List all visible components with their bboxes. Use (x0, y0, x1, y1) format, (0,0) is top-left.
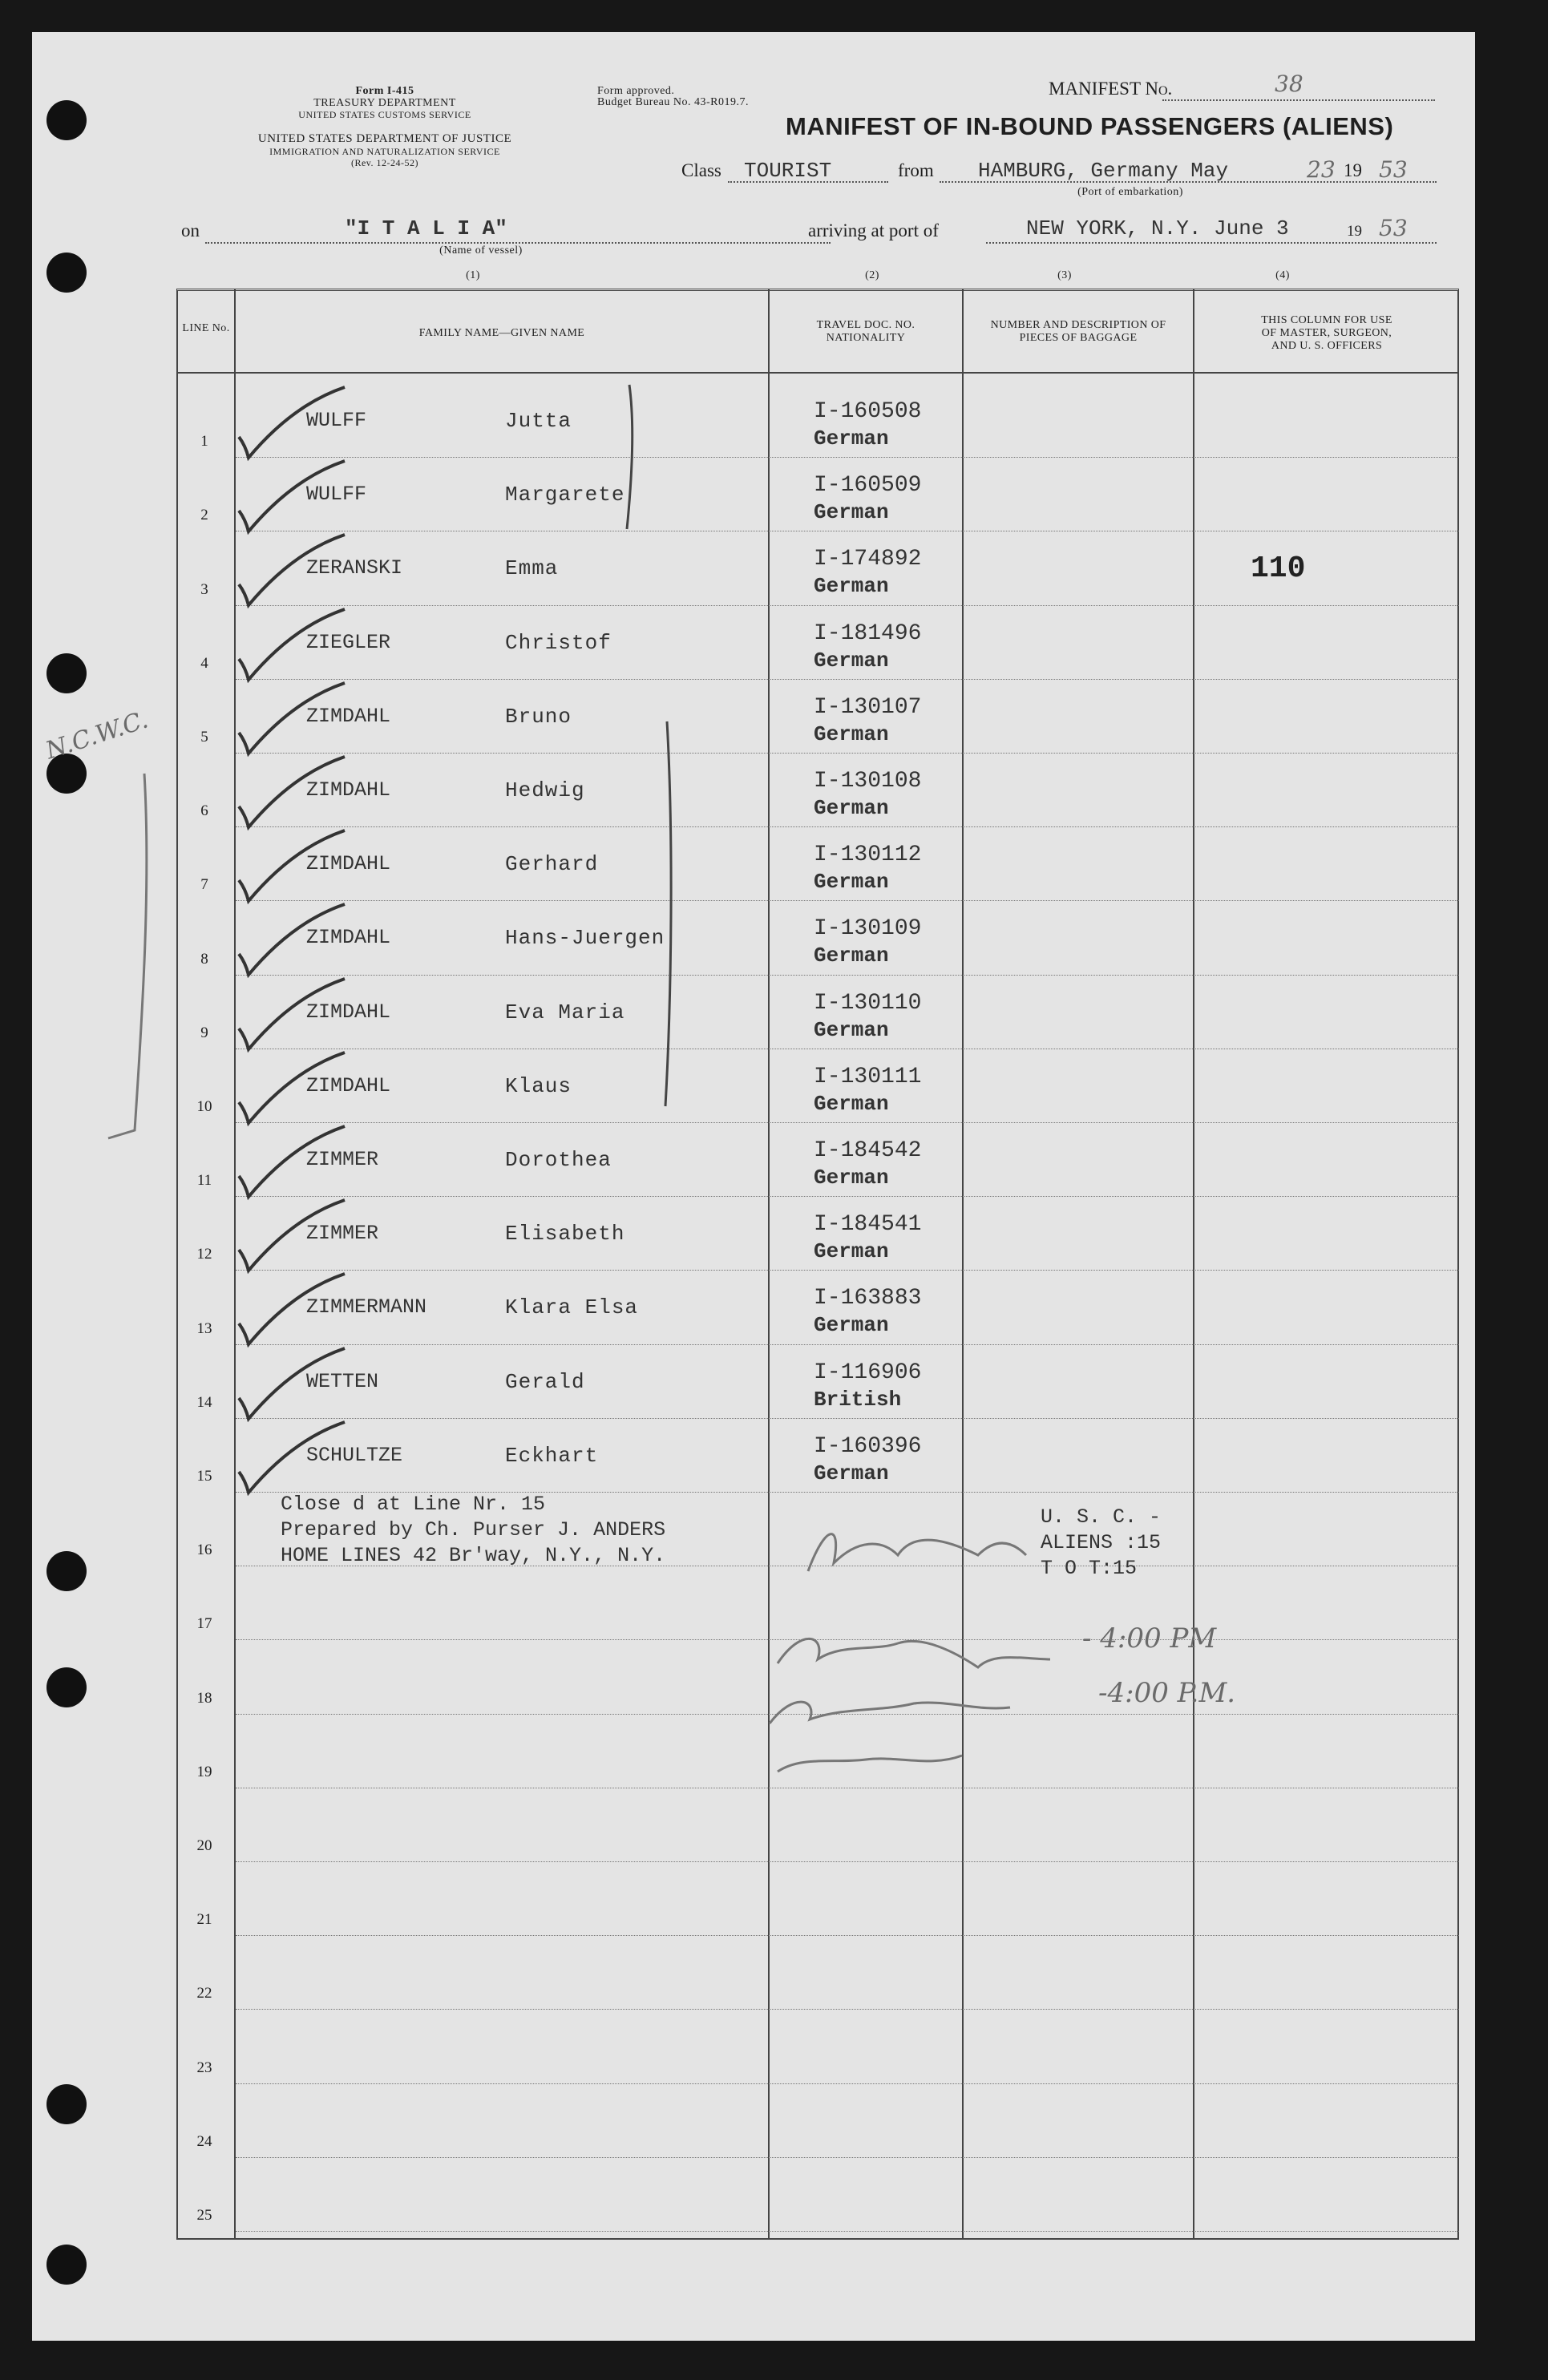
table-row (176, 1567, 1467, 1641)
table-row (176, 754, 1467, 828)
travel-doc-number: I-160396 (814, 1433, 922, 1459)
form-approved: Form approved. (597, 85, 675, 97)
table-row (176, 1863, 1467, 1937)
revision-date: (Rev. 12-24-52) (350, 157, 419, 168)
vessel-line (205, 242, 831, 244)
given-name: Christof (505, 630, 612, 655)
row-rule (236, 1344, 1459, 1345)
table-row (176, 1420, 1467, 1493)
nationality: German (814, 426, 889, 451)
binder-hole (46, 1667, 87, 1707)
nationality: German (814, 500, 889, 525)
family-name: ZIMMER (306, 1148, 379, 1171)
row-rule (236, 2083, 1459, 2084)
manifest-no-label: MANIFEST No. (1049, 79, 1173, 99)
embarkation-port: HAMBURG, Germany May (978, 159, 1229, 183)
nationality: German (814, 1091, 889, 1116)
nationality: German (814, 1239, 889, 1264)
row-rule (236, 1196, 1459, 1197)
line-number: 17 (196, 1615, 212, 1633)
binder-hole (46, 653, 87, 693)
given-name: Dorothea (505, 1148, 612, 1172)
travel-doc-number: I-130111 (814, 1064, 922, 1089)
manifest-sheet (32, 32, 1475, 2341)
table-row (176, 681, 1467, 754)
family-name: ZIMDAHL (306, 704, 391, 728)
nationality: German (814, 1017, 889, 1042)
line-number: 10 (196, 1097, 212, 1115)
line-number: 6 (200, 802, 208, 820)
arrival-port: NEW YORK, N.Y. June 3 (1026, 216, 1289, 240)
given-name: Elisabeth (505, 1222, 625, 1247)
travel-doc-number: I-184542 (814, 1138, 922, 1163)
line-number: 21 (196, 1911, 212, 1929)
line-number: 9 (200, 1024, 208, 1041)
row-rule (236, 2231, 1459, 2232)
col-head-officers-2: OF MASTER, SURGEON, (1261, 327, 1392, 339)
row-rule (236, 826, 1459, 827)
given-name: Gerhard (505, 852, 599, 877)
family-name: ZIMDAHL (306, 852, 391, 876)
table-row (176, 1124, 1467, 1198)
line-number: 11 (196, 1172, 212, 1190)
table-row (176, 532, 1467, 606)
line-number: 2 (200, 507, 208, 524)
line-number: 24 (196, 2132, 212, 2150)
line-number: 5 (200, 728, 208, 746)
row-rule (236, 975, 1459, 976)
vessel-name: "I T A L I A" (345, 216, 507, 240)
travel-doc-number: I-160509 (814, 473, 922, 499)
arrival-year-prefix: 19 (1347, 223, 1362, 240)
column-number-3: (3) (1057, 269, 1072, 281)
travel-doc-number: I-174892 (814, 547, 922, 572)
family-name: ZERANSKI (306, 556, 403, 580)
family-name: WETTEN (306, 1369, 379, 1393)
row-rule (236, 1639, 1459, 1640)
line-number: 25 (196, 2206, 212, 2224)
arrival-year: 53 (1379, 215, 1408, 241)
on-label: on (181, 220, 200, 240)
manifest-no-line (1162, 99, 1435, 101)
table-row (176, 828, 1467, 902)
embark-caption: (Port of embarkation) (1077, 186, 1183, 198)
ins-service: IMMIGRATION AND NATURALIZATION SERVICE (269, 146, 500, 157)
row-rule (236, 753, 1459, 754)
nationality: German (814, 721, 889, 746)
line-number: 7 (200, 876, 208, 894)
table-row (176, 1641, 1467, 1715)
family-name: ZIMDAHL (306, 1073, 391, 1097)
nationality: British (814, 1387, 902, 1412)
row-rule (236, 605, 1459, 606)
table-row (176, 1271, 1467, 1345)
given-name: Klaus (505, 1073, 572, 1098)
total-count: T O T:15 (1041, 1557, 1138, 1580)
officer-note: 110 (1251, 552, 1306, 587)
class-label: Class (681, 160, 721, 180)
table-row (176, 976, 1467, 1050)
given-name: Gerald (505, 1369, 585, 1394)
line-number: 4 (200, 654, 208, 672)
table-row (176, 2085, 1467, 2159)
family-name: ZIMDAHL (306, 926, 391, 950)
row-rule (236, 1270, 1459, 1271)
line-number: 3 (200, 580, 208, 598)
nationality: German (814, 944, 889, 968)
embarkation-day: 23 (1307, 156, 1336, 183)
row-rule (236, 457, 1459, 458)
binder-hole (46, 100, 87, 140)
column-number-2: (2) (865, 269, 879, 281)
table-row (176, 2159, 1467, 2233)
travel-doc-number: I-184541 (814, 1212, 922, 1238)
col-head-officers: THIS COLUMN FOR USE (1261, 314, 1392, 326)
travel-doc-number: I-130108 (814, 769, 922, 794)
col-head-line-no: LINE No. (182, 322, 230, 334)
table-row (176, 385, 1467, 459)
binder-hole (46, 2084, 87, 2124)
justice-dept: UNITED STATES DEPARTMENT OF JUSTICE (257, 132, 512, 145)
travel-doc-number: I-130109 (814, 916, 922, 942)
col-head-name: FAMILY NAME—GIVEN NAME (418, 327, 585, 339)
from-label: from (898, 160, 934, 180)
binder-hole (46, 1551, 87, 1591)
travel-doc-number: I-130110 (814, 990, 922, 1016)
row-rule (236, 2009, 1459, 2010)
row-rule (236, 679, 1459, 680)
travel-doc-number: I-163883 (814, 1286, 922, 1311)
line-number: 8 (200, 950, 208, 968)
row-rule (236, 1861, 1459, 1862)
table-row (176, 1050, 1467, 1124)
col-head-baggage-2: PIECES OF BAGGAGE (1019, 332, 1138, 344)
given-name: Eva Maria (505, 1000, 625, 1024)
checkmark-icon (232, 1416, 353, 1504)
travel-doc-number: I-160508 (814, 399, 922, 424)
nationality: German (814, 574, 889, 599)
table-row (176, 1715, 1467, 1789)
nationality: German (814, 870, 889, 895)
line-number: 15 (196, 1467, 212, 1485)
nationality: German (814, 1313, 889, 1338)
row-rule (236, 1935, 1459, 1936)
table-row (176, 2010, 1467, 2084)
travel-doc-number: I-130112 (814, 842, 922, 868)
margin-note: N.C.W.C. (42, 705, 152, 766)
table-row (176, 459, 1467, 532)
manifest-no-value: 38 (1275, 71, 1303, 97)
treasury-dept: TREASURY DEPARTMENT (313, 97, 456, 109)
line-number: 12 (196, 1246, 212, 1263)
aliens-count: ALIENS :15 (1041, 1531, 1162, 1554)
table-row (176, 607, 1467, 681)
given-name: Bruno (505, 704, 572, 729)
col-head-nationality: NATIONALITY (826, 332, 906, 344)
family-name: ZIEGLER (306, 630, 391, 654)
row-rule (236, 1714, 1459, 1715)
nationality: German (814, 648, 889, 673)
col-head-travel: TRAVEL DOC. NO. (816, 319, 915, 331)
arriving-label: arriving at port of (808, 220, 939, 240)
customs-service: UNITED STATES CUSTOMS SERVICE (298, 109, 471, 120)
column-number-4: (4) (1275, 269, 1290, 281)
binder-hole (46, 253, 87, 293)
column-number-1: (1) (466, 269, 480, 281)
family-name: ZIMMER (306, 1222, 379, 1246)
form-number: Form I-415 (355, 85, 414, 97)
line-number: 16 (196, 1542, 212, 1559)
table-row (176, 1346, 1467, 1420)
binder-hole (46, 2245, 87, 2285)
table-row (176, 1937, 1467, 2010)
nationality: German (814, 1166, 889, 1190)
travel-doc-number: I-130107 (814, 694, 922, 720)
line-number: 18 (196, 1689, 212, 1707)
header-divider (176, 372, 1459, 374)
table-row (176, 1789, 1467, 1863)
family-name: WULFF (306, 409, 367, 432)
line-number: 20 (196, 1837, 212, 1854)
line-number: 1 (200, 433, 208, 451)
row-rule (236, 1122, 1459, 1123)
line-number: 22 (196, 1985, 212, 2002)
row-rule (236, 900, 1459, 901)
family-name: ZIMDAHL (306, 778, 391, 802)
class-value: TOURIST (744, 159, 832, 183)
manifest-title: MANIFEST OF IN-BOUND PASSENGERS (ALIENS) (786, 112, 1394, 140)
time-stamp-1: - 4:00 PM (1082, 1622, 1217, 1655)
travel-doc-number: I-116906 (814, 1360, 922, 1385)
vessel-caption: (Name of vessel) (439, 244, 523, 257)
travel-doc-number: I-181496 (814, 620, 922, 646)
row-rule (236, 2157, 1459, 2158)
given-name: Emma (505, 556, 559, 581)
family-name: ZIMDAHL (306, 1000, 391, 1024)
table-row (176, 1198, 1467, 1271)
line-number: 13 (196, 1319, 212, 1337)
budget-bureau: Budget Bureau No. 43-R019.7. (597, 96, 749, 108)
given-name: Margarete (505, 483, 625, 507)
given-name: Klara Elsa (505, 1295, 639, 1320)
given-name: Jutta (505, 409, 572, 433)
line-number: 19 (196, 1763, 212, 1780)
col-head-officers-3: AND U. S. OFFICERS (1271, 340, 1383, 352)
family-name: SCHULTZE (306, 1443, 403, 1467)
usc-label: U. S. C. - (1041, 1505, 1162, 1529)
nationality: German (814, 796, 889, 820)
arrival-line (986, 242, 1437, 244)
row-rule (236, 1418, 1459, 1419)
prepared-by: Prepared by Ch. Purser J. ANDERS (281, 1518, 666, 1542)
nationality: German (814, 1461, 889, 1485)
given-name: Hans-Juergen (505, 926, 665, 951)
table-row (176, 902, 1467, 976)
closed-at-line: Close d at Line Nr. 15 (281, 1493, 546, 1516)
year-prefix: 19 (1344, 160, 1362, 180)
time-stamp-2: -4:00 P.M. (1098, 1677, 1236, 1709)
col-head-baggage: NUMBER AND DESCRIPTION OF (990, 319, 1166, 331)
family-name: WULFF (306, 483, 367, 507)
family-name: ZIMMERMANN (306, 1295, 427, 1319)
embarkation-year: 53 (1379, 156, 1408, 183)
line-number: 14 (196, 1393, 212, 1411)
line-number: 23 (196, 2059, 212, 2076)
given-name: Hedwig (505, 778, 585, 802)
given-name: Eckhart (505, 1443, 599, 1468)
home-lines-address: HOME LINES 42 Br'way, N.Y., N.Y. (281, 1544, 666, 1567)
